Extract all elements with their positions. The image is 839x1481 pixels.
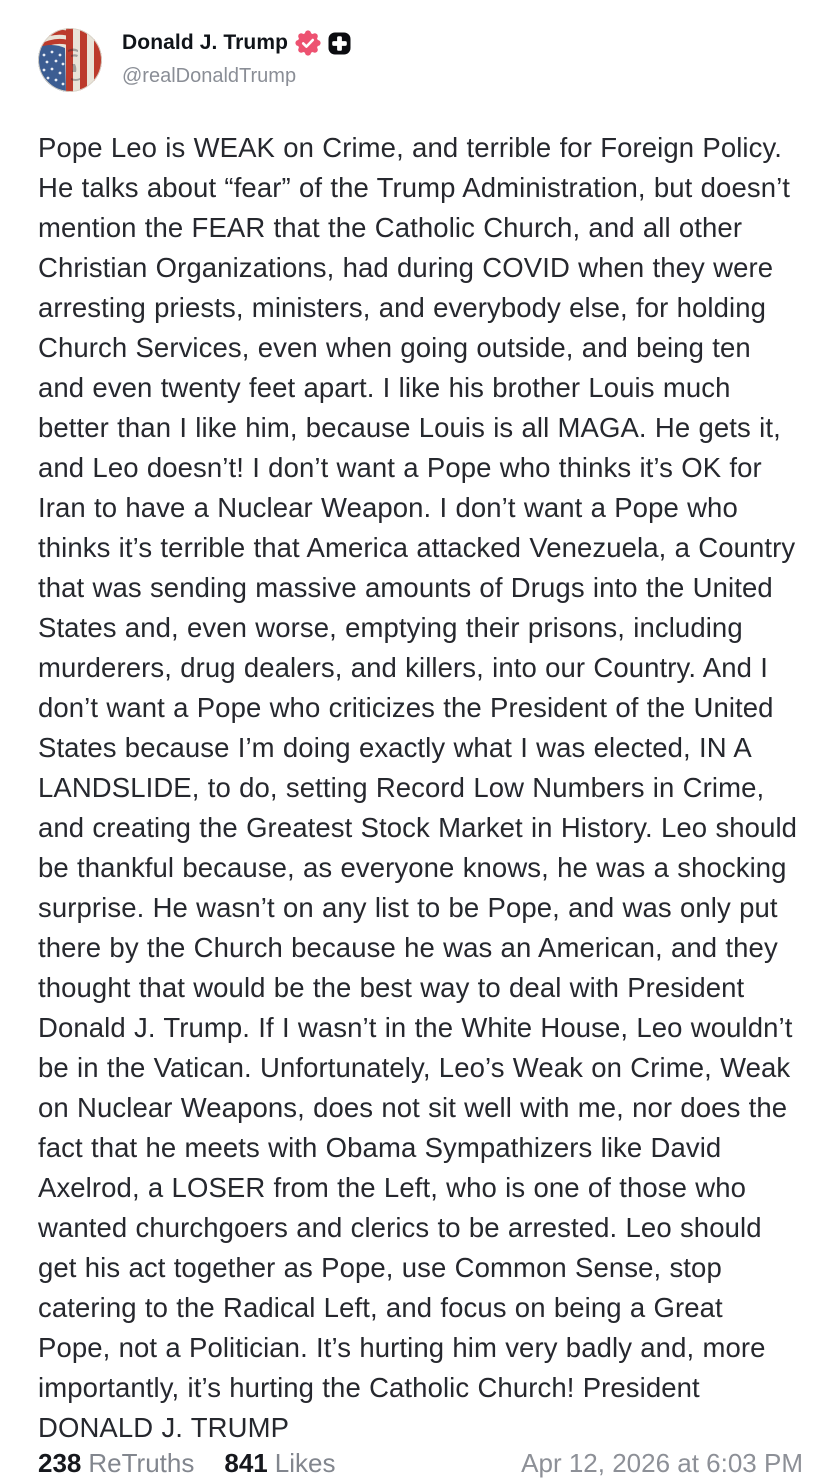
- likes-count: 841: [224, 1448, 268, 1478]
- post-body-text: Pope Leo is WEAK on Crime, and terrible for Foreign Policy. He talks about “fear” of the Trump Administration, but doesn’t mention the FEAR that the Catholic Church, and all other Christian Organizations, had during COVID when they were arresting priests, ministers, and everybody else, for holding Church Services, even when going outside, and being ten and even twenty feet apart. I like his brother Louis much better than I like him, because Louis is all MAGA. He gets it, and Leo doesn’t! I don’t want a Pope who thinks it’s OK for Iran to have a Nuclear Weapon. I don’t want a Pope who thinks it’s terrible that America attacked Venezuela, a Country that was sending massive amounts of Drugs into the United States and, even worse, emptying their prisons, including murderers, drug dealers, and killers, into our Country. And I don’t want a Pope who criticizes the President of the United States because I’m doing exactly what I was elected, IN A LANDSLIDE, to do, setting Record Low Numbers in Crime, and creating the Greatest Stock Market in History. Leo should be thankful because, as everyone knows, he was a shocking surprise. He wasn’t on any list to be Pope, and was only put there by the Church because he was an American, and they thought that would be the best way to deal with President Donald J. Trump. If I wasn’t in the White House, Leo wouldn’t be in the Vatican. Unfortunately, Leo’s Weak on Crime, Weak on Nuclear Weapons, does not sit well with me, nor does the fact that he meets with Obama Sympathizers like David Axelrod, a LOSER from the Left, who is one of those who wanted churchgoers and clerics to be arrested. Leo should get his act together as Pope, use Common Sense, stop catering to the Radical Left, and focus on being a Great Pope, not a Politician. It’s hurting him very badly and, more importantly, it’s hurting the Catholic Church! President DONALD J. TRUMP: [38, 132, 798, 1443]
- post-footer: [38, 1448, 803, 1481]
- display-name[interactable]: Donald J. Trump: [122, 31, 289, 54]
- likes-label: Likes: [274, 1448, 336, 1478]
- verified-badge-icon: [295, 30, 321, 56]
- likes-stat[interactable]: [224, 1448, 335, 1479]
- truth-plus-badge-icon: [328, 32, 351, 55]
- post-timestamp[interactable]: Apr 12, 2026 at 6:03 PM: [521, 1448, 803, 1478]
- retruths-count: 238: [38, 1448, 82, 1478]
- retruths-stat[interactable]: [38, 1448, 194, 1479]
- post-header: [38, 28, 803, 92]
- author-block: [122, 28, 351, 88]
- user-handle[interactable]: @realDonaldTrump: [122, 65, 297, 87]
- post-stats: [38, 1448, 335, 1479]
- flag-face-avatar-image: [38, 28, 102, 92]
- retruths-label: ReTruths: [88, 1448, 195, 1478]
- avatar[interactable]: [38, 28, 102, 92]
